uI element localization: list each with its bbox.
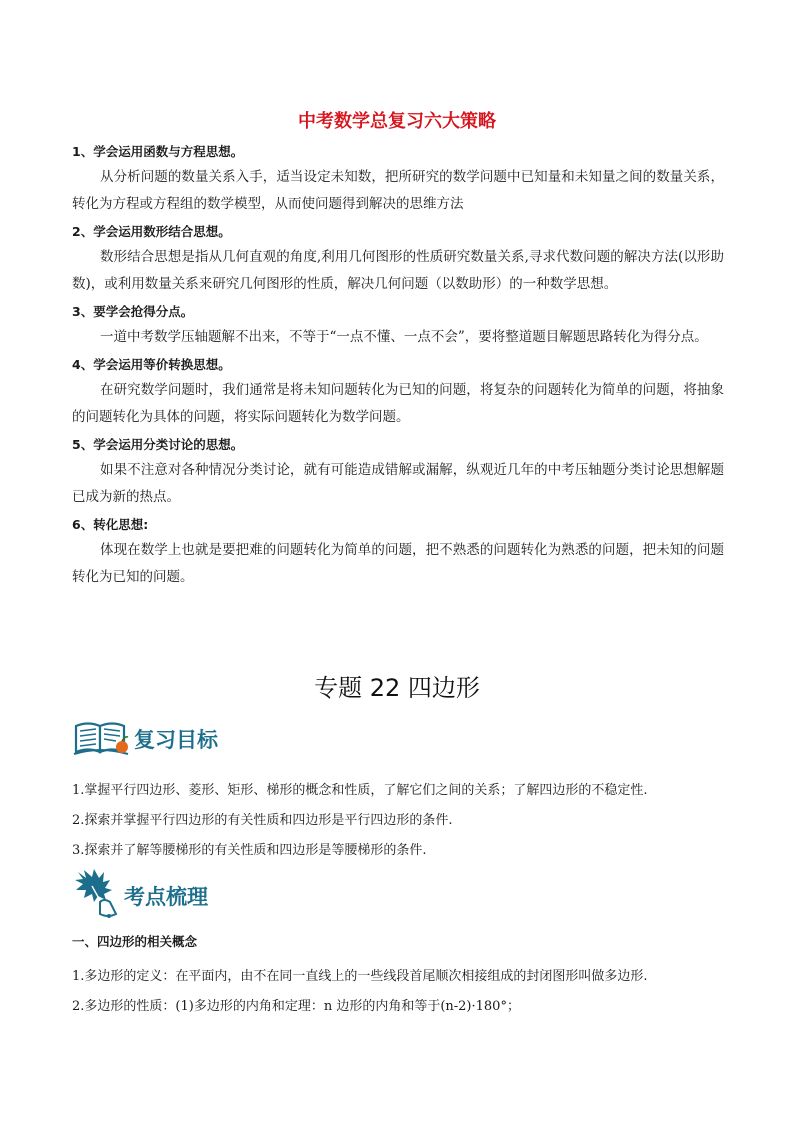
concept-line: 2.多边形的性质：(1)多边形的内角和定理：n 边形的内角和等于(n-2)·180°； [72, 999, 520, 1014]
strategy-heading: 1、学会运用函数与方程思想。 [72, 144, 244, 159]
strategy-body: 从分析问题的数量关系入手，适当设定未知数，把所研究的数学问题中已知量和未知量之间的数量关系，转化为方程或方程组的数学模型，从而使问题得到解决的思维方法 [72, 169, 724, 212]
doc-title: 中考数学总复习六大策略 [298, 111, 496, 132]
strategy-heading: 6、转化思想: [72, 517, 149, 532]
topic-title: 专题 22 四边形 [314, 674, 480, 702]
leaf-bell-icon [72, 868, 122, 924]
strategy-body: 体现在数学上也就是要把难的问题转化为简单的问题，把不熟悉的问题转化为熟悉的问题，把未知的问题转化为已知的问题。 [72, 542, 724, 585]
keypoints-section-label: 考点梳理 [124, 884, 208, 909]
strategy-item [72, 220, 724, 298]
strategy-body: 数形结合思想是指从几何直观的角度,利用几何图形的性质研究数量关系,寻求代数问题的解决方法(以形助数)，或利用数量关系来研究几何图形的性质，解决几何问题（以数助形）的一种数学思想。 [72, 249, 724, 292]
open-book-icon [72, 716, 130, 762]
strategy-body: 如果不注意对各种情况分类讨论，就有可能造成错解或漏解，纵观近几年的中考压轴题分类讨论思想解题已成为新的热点。 [72, 462, 724, 505]
goals-section-label: 复习目标 [134, 727, 218, 752]
strategy-heading: 5、学会运用分类讨论的思想。 [72, 437, 244, 452]
goals-header [72, 716, 218, 762]
strategy-body: 一道中考数学压轴题解不出来，不等于“一点不懂、一点不会”，要将整道题目解题思路转化为得分点。 [100, 329, 708, 345]
concept-line: 1.多边形的定义：在平面内，由不在同一直线上的一些线段首尾顺次相接组成的封闭图形叫做多边形. [72, 969, 648, 984]
strategy-item [72, 433, 724, 511]
strategies-section [72, 140, 724, 593]
strategy-body: 在研究数学问题时，我们通常是将未知问题转化为已知的问题，将复杂的问题转化为简单的问题，将抽象的问题转化为具体的问题，将实际问题转化为数学问题。 [72, 382, 724, 425]
strategy-heading: 4、学会运用等价转换思想。 [72, 357, 231, 372]
goal-item: 2.探索并掌握平行四边形的有关性质和四边形是平行四边形的条件. [72, 813, 453, 828]
goal-item: 1.掌握平行四边形、菱形、矩形、梯形的概念和性质，了解它们之间的关系；了解四边形的不稳定性. [72, 783, 648, 798]
strategy-heading: 2、学会运用数形结合思想。 [72, 224, 231, 239]
keypoints-header [72, 868, 208, 924]
strategy-item [72, 140, 724, 218]
strategy-item [72, 353, 724, 431]
concepts-section [72, 930, 724, 1022]
concepts-heading: 一、四边形的相关概念 [72, 934, 198, 949]
goals-list [72, 776, 724, 866]
strategy-item [72, 300, 724, 351]
goal-item: 3.探索并了解等腰梯形的有关性质和四边形是等腰梯形的条件. [72, 843, 427, 858]
strategy-item [72, 513, 724, 591]
strategy-heading: 3、要学会抢得分点。 [72, 304, 194, 319]
